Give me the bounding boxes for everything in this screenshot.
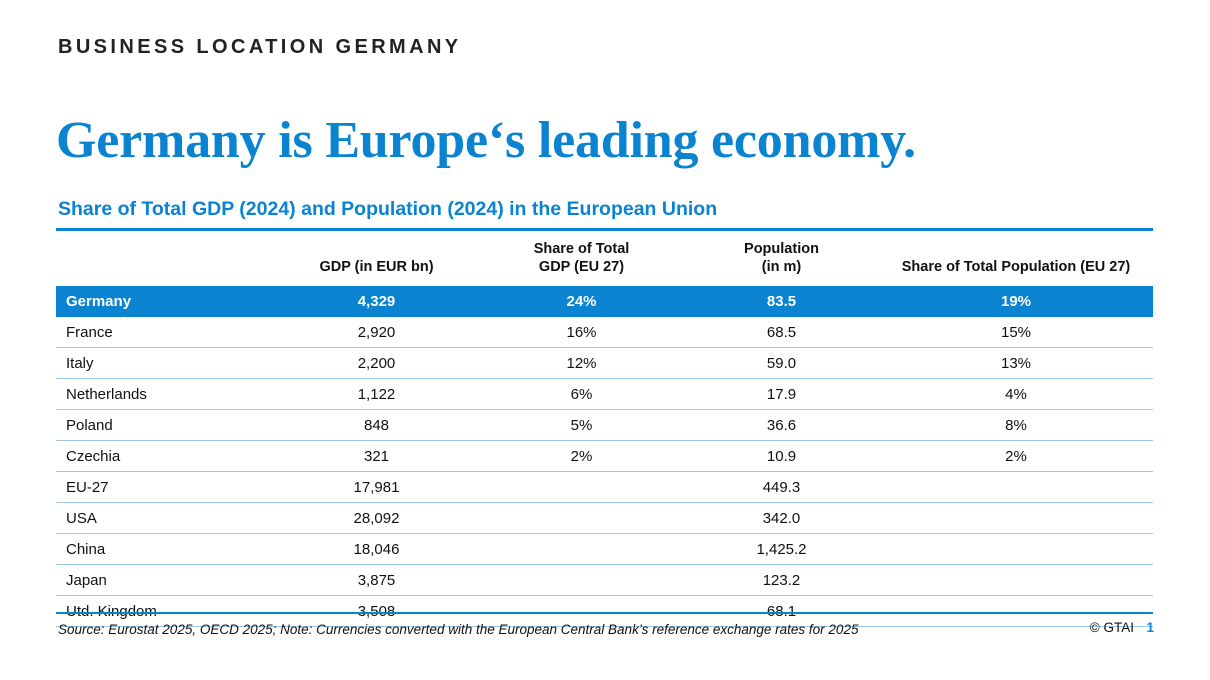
- cell-pop-share: 15%: [879, 317, 1153, 348]
- footer-divider: [56, 612, 1153, 614]
- column-header-gdp: [274, 233, 479, 286]
- table-row: [56, 565, 1153, 596]
- cell-population: 17.9: [684, 379, 879, 410]
- table-row: [56, 286, 1153, 317]
- cell-country: Poland: [56, 410, 274, 441]
- table-row: [56, 348, 1153, 379]
- column-header-gdp-line1: GDP (in EUR bn): [319, 259, 434, 276]
- section-title: Share of Total GDP (2024) and Population (2024) in the European Union: [58, 198, 718, 220]
- cell-pop-share: 13%: [879, 348, 1153, 379]
- cell-gdp-share: 2%: [479, 441, 684, 472]
- table-row: [56, 317, 1153, 348]
- cell-gdp-share: [479, 472, 684, 503]
- cell-gdp: 2,920: [274, 317, 479, 348]
- cell-gdp: 28,092: [274, 503, 479, 534]
- cell-population: 59.0: [684, 348, 879, 379]
- cell-population: 68.5: [684, 317, 879, 348]
- cell-gdp-share: 12%: [479, 348, 684, 379]
- cell-gdp-share: 5%: [479, 410, 684, 441]
- source-note: Source: Eurostat 2025, OECD 2025; Note: Currencies converted with the European Central Bank’s reference exchange rates for 2025: [58, 622, 859, 637]
- cell-pop-share: 19%: [879, 286, 1153, 317]
- cell-country: France: [56, 317, 274, 348]
- table-row: [56, 472, 1153, 503]
- column-header-population-line2: (in m): [761, 259, 802, 276]
- cell-population: 123.2: [684, 565, 879, 596]
- cell-gdp: 848: [274, 410, 479, 441]
- cell-gdp-share: 16%: [479, 317, 684, 348]
- cell-pop-share: [879, 503, 1153, 534]
- cell-population: 36.6: [684, 410, 879, 441]
- table-row: [56, 503, 1153, 534]
- column-header-pop-share: [879, 233, 1153, 286]
- data-table: [56, 233, 1153, 627]
- cell-gdp-share: [479, 565, 684, 596]
- cell-gdp: 18,046: [274, 534, 479, 565]
- cell-country: Czechia: [56, 441, 274, 472]
- cell-country: Italy: [56, 348, 274, 379]
- column-header-pop-share-line1: Share of Total Population (EU 27): [901, 259, 1131, 276]
- table-row: [56, 534, 1153, 565]
- column-header-gdp-share-line2: GDP (EU 27): [538, 259, 625, 276]
- table-row: [56, 379, 1153, 410]
- cell-pop-share: 2%: [879, 441, 1153, 472]
- column-header-country: [56, 233, 274, 286]
- cell-country: China: [56, 534, 274, 565]
- cell-pop-share: 4%: [879, 379, 1153, 410]
- page-title: Germany is Europe‘s leading economy.: [56, 111, 916, 169]
- cell-pop-share: [879, 565, 1153, 596]
- cell-gdp: 1,122: [274, 379, 479, 410]
- table-header-row: [56, 233, 1153, 286]
- header-divider: [56, 228, 1153, 231]
- column-header-gdp-share-line1: Share of Total: [533, 241, 630, 257]
- cell-gdp: 4,329: [274, 286, 479, 317]
- cell-gdp-share: 6%: [479, 379, 684, 410]
- cell-pop-share: [879, 472, 1153, 503]
- cell-country: EU-27: [56, 472, 274, 503]
- cell-country: Germany: [56, 286, 274, 317]
- eyebrow-label: BUSINESS LOCATION GERMANY: [58, 36, 462, 58]
- cell-country: Japan: [56, 565, 274, 596]
- cell-gdp: 3,875: [274, 565, 479, 596]
- cell-population: 449.3: [684, 472, 879, 503]
- cell-population: 83.5: [684, 286, 879, 317]
- table-header: [56, 233, 1153, 286]
- table-row: [56, 410, 1153, 441]
- page-number: 1: [1146, 620, 1154, 635]
- cell-pop-share: [879, 534, 1153, 565]
- table-body: [56, 286, 1153, 627]
- cell-gdp: 321: [274, 441, 479, 472]
- cell-population: 1,425.2: [684, 534, 879, 565]
- cell-gdp-share: [479, 534, 684, 565]
- cell-population: 342.0: [684, 503, 879, 534]
- cell-country: USA: [56, 503, 274, 534]
- table-row: [56, 441, 1153, 472]
- column-header-population: [684, 233, 879, 286]
- column-header-population-line1: Population: [744, 241, 819, 257]
- cell-pop-share: 8%: [879, 410, 1153, 441]
- cell-gdp-share: [479, 503, 684, 534]
- cell-population: 10.9: [684, 441, 879, 472]
- cell-gdp: 17,981: [274, 472, 479, 503]
- cell-country: Netherlands: [56, 379, 274, 410]
- cell-gdp-share: 24%: [479, 286, 684, 317]
- cell-gdp: 2,200: [274, 348, 479, 379]
- column-header-gdp-share: [479, 233, 684, 286]
- copyright-label: © GTAI: [1089, 620, 1134, 635]
